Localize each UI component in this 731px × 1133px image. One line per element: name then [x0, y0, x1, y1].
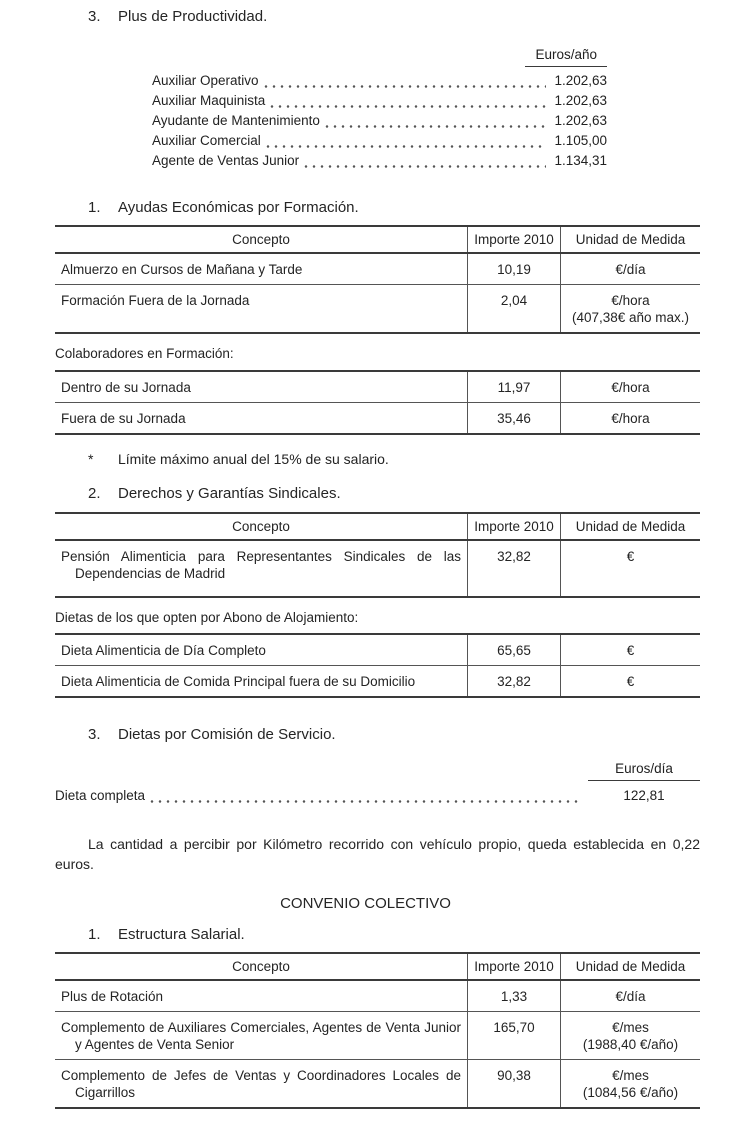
cell-unidad: €	[560, 666, 700, 696]
section-number: 2.	[88, 485, 101, 502]
cell-unidad: €/día	[560, 254, 700, 284]
cell-importe: 35,46	[467, 403, 560, 433]
dietas-servicio-list	[55, 761, 700, 808]
productividad-list	[152, 47, 607, 173]
cell-unidad: €/mes (1988,40 €/año)	[560, 1012, 700, 1059]
footnote-marker: *	[88, 451, 94, 467]
dot-leader	[268, 93, 546, 113]
kilometraje-paragraph: La cantidad a percibir por Kilómetro recorrido con vehículo propio, queda establecida en 0,22 euros.	[55, 836, 700, 872]
item-label: Agente de Ventas Junior	[152, 153, 300, 168]
table-header-row	[55, 954, 700, 981]
table-row	[55, 541, 700, 596]
sindicales-table	[55, 512, 700, 598]
dot-leader	[262, 73, 547, 93]
convenio-title: CONVENIO COLECTIVO	[280, 895, 451, 912]
section-title: Ayudas Económicas por Formación.	[118, 199, 359, 216]
section-number: 3.	[88, 726, 101, 743]
item-value: 1.202,63	[554, 113, 607, 128]
item-value: 1.134,31	[554, 153, 607, 168]
cell-concepto: Plus de Rotación	[61, 989, 164, 1004]
section-heading-estructura	[88, 926, 731, 943]
section-heading-dietas-servicio	[88, 726, 731, 743]
cell-unidad: €/día	[560, 981, 700, 1011]
section-heading-sindicales	[88, 485, 731, 502]
item-value: 122,81	[623, 788, 665, 803]
header-importe: Importe 2010	[467, 954, 560, 979]
item-label: Auxiliar Operativo	[152, 73, 259, 88]
table-header-row	[55, 514, 700, 541]
item-label: Auxiliar Maquinista	[152, 93, 266, 108]
cell-importe: 11,97	[467, 372, 560, 402]
dietas-alojamiento-table	[55, 633, 700, 698]
header-unidad: Unidad de Medida	[560, 954, 700, 979]
table-row	[55, 1059, 700, 1107]
section-title: Derechos y Garantías Sindicales.	[118, 485, 341, 502]
footnote-text: Límite máximo anual del 15% de su salario.	[118, 451, 389, 467]
table-row	[55, 284, 700, 332]
item-value: 1.105,00	[554, 133, 607, 148]
cell-importe: 65,65	[467, 635, 560, 665]
dot-leader	[148, 788, 580, 808]
cell-unidad: €/hora	[560, 403, 700, 433]
table-row	[55, 402, 700, 433]
cell-concepto: Dieta Alimenticia de Comida Principal fuera de su Domicilio	[61, 674, 416, 689]
cell-concepto: Fuera de su Jornada	[61, 411, 186, 426]
cell-unidad: €	[560, 541, 700, 596]
cell-concepto: Complemento de Auxiliares Comerciales, Agentes de Venta Junior y Agentes de Venta Senior	[61, 1020, 461, 1052]
cell-importe: 10,19	[467, 254, 560, 284]
table-row	[55, 372, 700, 402]
item-label: Ayudante de Mantenimiento	[152, 113, 320, 128]
cell-unidad: €	[560, 635, 700, 665]
cell-unidad: €/mes (1084,56 €/año)	[560, 1060, 700, 1107]
list-item	[152, 93, 607, 113]
cell-concepto: Pensión Alimenticia para Representantes Sindicales de las Dependencias de Madrid	[61, 549, 461, 581]
table-row	[55, 981, 700, 1011]
table-row	[55, 665, 700, 696]
table-header-row	[55, 227, 700, 254]
list-item	[152, 133, 607, 153]
formacion-table	[55, 225, 700, 334]
item-value: 1.202,63	[554, 93, 607, 108]
header-unidad: Unidad de Medida	[560, 227, 700, 252]
dot-leader	[264, 133, 547, 153]
footnote	[88, 451, 731, 467]
header-importe: Importe 2010	[467, 514, 560, 539]
cell-importe: 32,82	[467, 541, 560, 596]
section-heading-productividad	[88, 0, 731, 25]
section-heading-formacion	[88, 199, 731, 216]
subheading-dietas-alojamiento: Dietas de los que opten por Abono de Alojamiento:	[55, 610, 359, 625]
list-item	[55, 788, 700, 808]
list-item	[152, 153, 607, 173]
dot-leader	[323, 113, 547, 133]
table-row	[55, 635, 700, 665]
subheading-colaboradores: Colaboradores en Formación:	[55, 346, 234, 361]
unit-column-header: Euros/día	[588, 761, 700, 781]
table-row	[55, 1011, 700, 1059]
cell-concepto: Dieta Alimenticia de Día Completo	[61, 643, 266, 658]
section-number: 1.	[88, 199, 101, 216]
cell-concepto: Complemento de Jefes de Ventas y Coordinadores Locales de Cigarrillos	[61, 1068, 461, 1100]
cell-concepto: Dentro de su Jornada	[61, 380, 191, 395]
item-value: 1.202,63	[554, 73, 607, 88]
header-unidad: Unidad de Medida	[560, 514, 700, 539]
section-number: 1.	[88, 926, 101, 943]
section-title: Estructura Salarial.	[118, 926, 245, 943]
cell-unidad: €/hora (407,38€ año max.)	[560, 285, 700, 332]
header-concepto: Concepto	[232, 519, 290, 534]
section-title: Dietas por Comisión de Servicio.	[118, 726, 336, 743]
cell-importe: 1,33	[467, 981, 560, 1011]
item-label: Dieta completa	[55, 788, 146, 803]
cell-importe: 90,38	[467, 1060, 560, 1107]
colaboradores-table	[55, 370, 700, 435]
estructura-table	[55, 952, 700, 1109]
header-importe: Importe 2010	[467, 227, 560, 252]
unit-column-header: Euros/año	[525, 47, 607, 67]
cell-concepto: Almuerzo en Cursos de Mañana y Tarde	[61, 262, 303, 277]
cell-importe: 2,04	[467, 285, 560, 332]
section-title: Plus de Productividad.	[118, 8, 268, 25]
item-label: Auxiliar Comercial	[152, 133, 261, 148]
table-row	[55, 254, 700, 284]
list-item	[152, 73, 607, 93]
list-item	[152, 113, 607, 133]
section-number: 3.	[88, 8, 101, 25]
cell-concepto: Formación Fuera de la Jornada	[61, 293, 250, 308]
cell-importe: 165,70	[467, 1012, 560, 1059]
header-concepto: Concepto	[232, 959, 290, 974]
header-concepto: Concepto	[232, 232, 290, 247]
cell-unidad: €/hora	[560, 372, 700, 402]
dot-leader	[302, 153, 546, 173]
cell-importe: 32,82	[467, 666, 560, 696]
